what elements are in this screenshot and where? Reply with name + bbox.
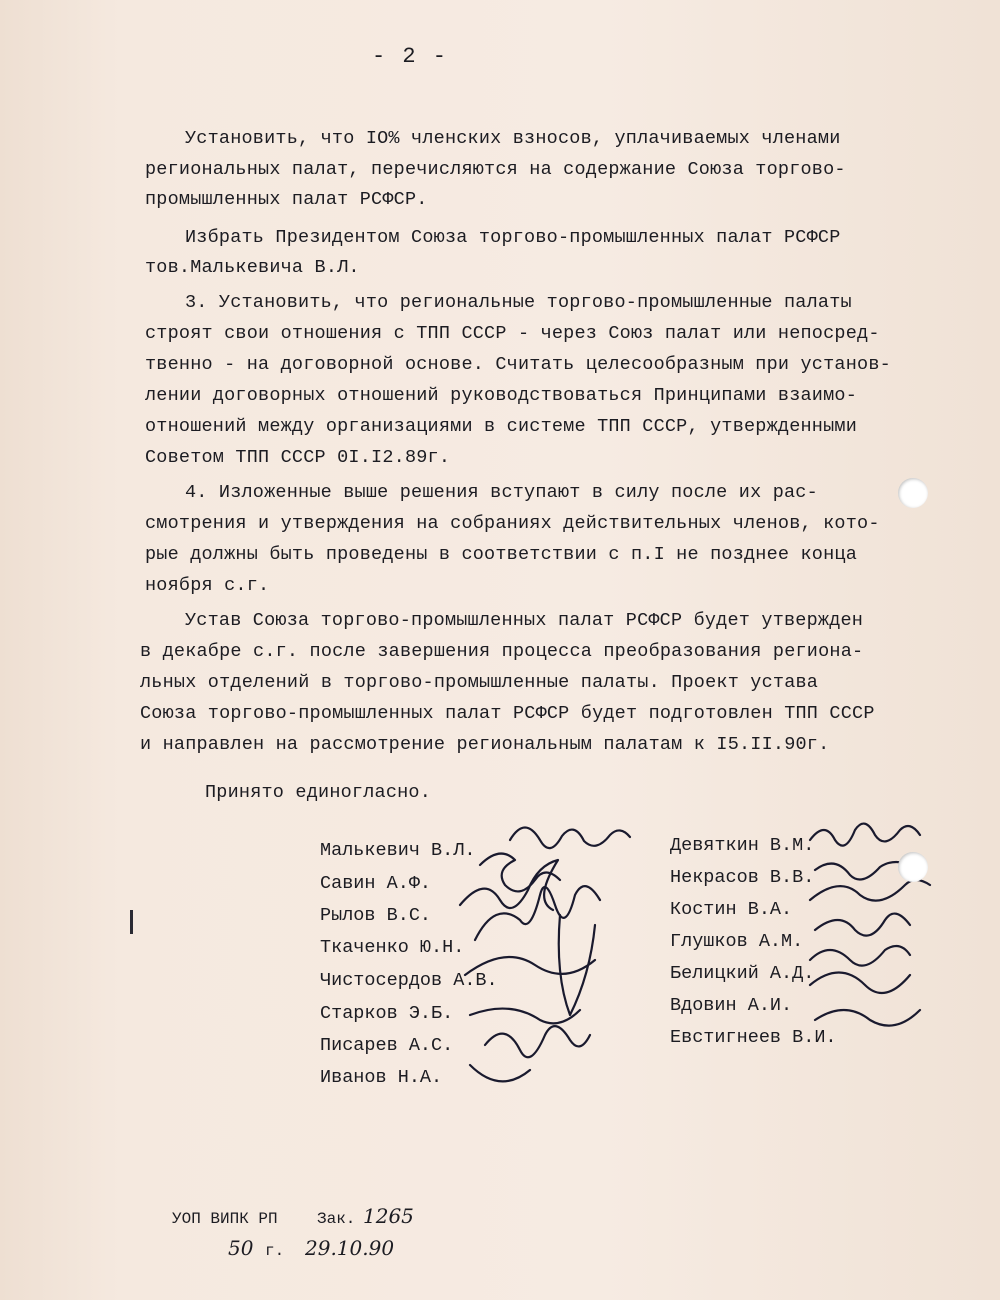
text-line: ноября с.г.	[145, 575, 270, 596]
resolution-adopted: Принято единогласно.	[205, 782, 432, 803]
punch-hole	[898, 852, 928, 882]
text-line: 3. Установить, что региональные торгово-промышленные палаты	[185, 292, 852, 313]
text-line: смотрения и утверждения на собраниях действительных членов, кото-	[145, 513, 880, 534]
signatory-name: Иванов Н.А.	[320, 1067, 443, 1088]
text-line: лении договорных отношений руководствоваться Принципами взаимо-	[145, 385, 858, 406]
footer-copies-suffix: г.	[265, 1242, 285, 1260]
footer-date: 29.10.90	[305, 1236, 395, 1260]
margin-mark	[130, 910, 133, 934]
signatory-name: Малькевич В.Л.	[320, 840, 476, 861]
signatory-name: Глушков А.М.	[670, 931, 804, 952]
punch-hole	[898, 478, 928, 508]
signatory-name: Девяткин В.М.	[670, 835, 815, 856]
footer-order-label: Зак.	[317, 1210, 356, 1228]
text-line: Советом ТПП СССР 0I.I2.89г.	[145, 447, 451, 468]
signatory-name: Писарев А.С.	[320, 1035, 454, 1056]
signatory-name: Савин А.Ф.	[320, 873, 432, 894]
signatory-name: Рылов В.С.	[320, 905, 432, 926]
text-line: Избрать Президентом Союза торгово-промышленных палат РСФСР	[185, 227, 841, 248]
signatory-name: Ткаченко Ю.Н.	[320, 937, 465, 958]
footer-copies: 50	[228, 1236, 254, 1260]
signatory-name: Некрасов В.В.	[670, 867, 815, 888]
text-line: тов.Малькевича В.Л.	[145, 257, 360, 278]
text-line: Устав Союза торгово-промышленных палат РСФСР будет утвержден	[185, 610, 864, 631]
signatory-name: Костин В.А.	[670, 899, 793, 920]
text-line: строят свои отношения с ТПП СССР - через Союз палат или непосред-	[145, 323, 880, 344]
text-line: льных отделений в торгово-промышленные палаты. Проект устава	[140, 672, 819, 693]
text-line: в декабре с.г. после завершения процесса преобразования регионa-	[140, 641, 864, 662]
text-line: региональных палат, перечисляются на содержание Союза торгово-	[145, 159, 846, 180]
signatory-name: Вдовин А.И.	[670, 995, 793, 1016]
footer-order-number: 1265	[363, 1204, 414, 1228]
text-line: отношений между организациями в системе ТПП СССР, утвержденными	[145, 416, 858, 437]
page-number: - 2 -	[371, 44, 448, 69]
signatory-name: Старков Э.Б.	[320, 1003, 454, 1024]
footer-printer: УОП ВИПК РП	[172, 1210, 278, 1228]
signature-scribble-left	[440, 810, 740, 1100]
signatory-name: Чистосердов А.В.	[320, 970, 498, 991]
text-line: и направлен на рассмотрение региональным палатам к I5.II.90г.	[140, 734, 830, 755]
text-line: Установить, что IO% членских взносов, уплачиваемых членами	[185, 128, 841, 149]
signatory-name: Евстигнеев В.И.	[670, 1027, 837, 1048]
signature-scribble-right	[800, 815, 950, 1045]
text-line: рые должны быть проведены в соответствии с п.I не позднее конца	[145, 544, 858, 565]
text-line: 4. Изложенные выше решения вступают в силу после их рас-	[185, 482, 818, 503]
text-line: Союза торгово-промышленных палат РСФСР будет подготовлен ТПП СССР	[140, 703, 875, 724]
signatory-name: Белицкий А.Д.	[670, 963, 815, 984]
text-line: промышленных палат РСФСР.	[145, 189, 428, 210]
text-line: твенно - на договорной основе. Считать целесообразным при установ-	[145, 354, 891, 375]
